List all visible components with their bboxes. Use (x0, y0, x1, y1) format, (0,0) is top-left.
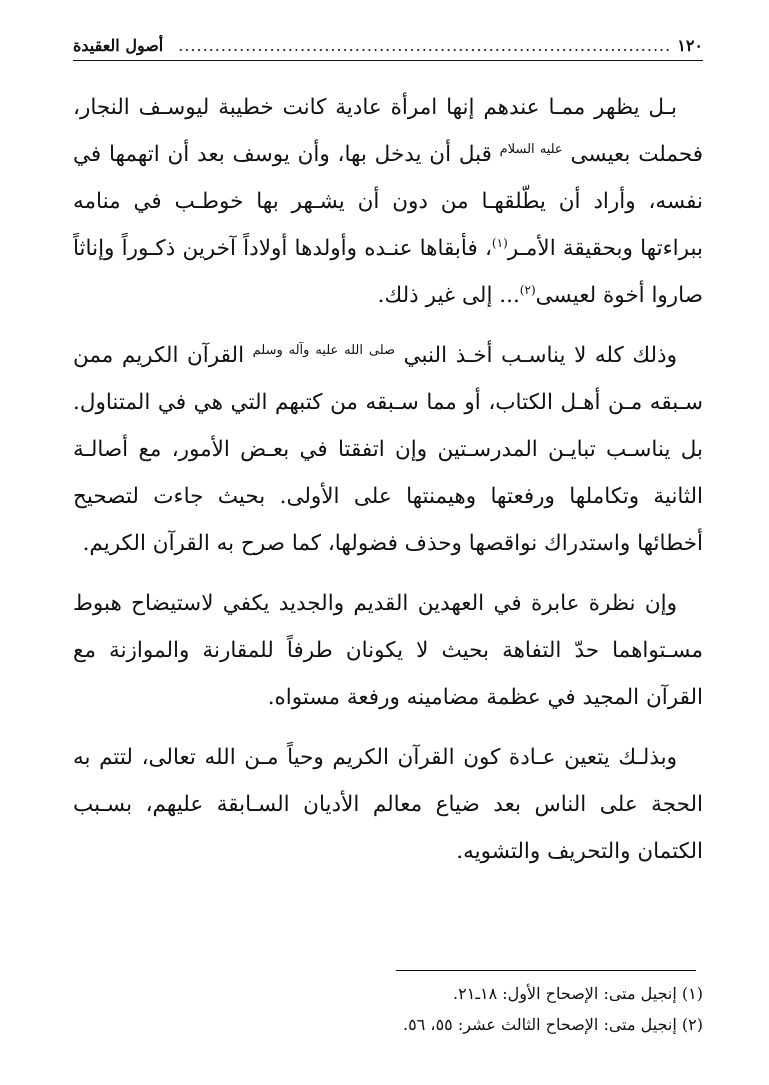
footnote-ref-1[interactable]: (١) (491, 235, 508, 250)
page-number: ١٢٠ (677, 35, 703, 55)
footnote-rule (396, 970, 696, 971)
paragraph-1-part-1: بـل يظهر ممـا عندهم إنها امرأة عادية كانت خطيبة ليوسـف النجار، فحملت بعيسى (73, 95, 704, 167)
header-leader-dots: ................................................................................. (178, 35, 672, 55)
footnote-ref-2[interactable]: (٢) (519, 282, 536, 297)
paragraph-2 (73, 332, 703, 567)
footnotes (73, 978, 703, 1040)
paragraph-2-part-2: القرآن الكريم ممن سـبقه مـن أهـل الكتاب، أو مما سـبقه من كتبهم التي هي في المتناول. بل يناسـب تبايـن المدرسـتين وإن اتفقتا في بعـض الأمور، مع أصالـة الثانية وتكاملها ورفعتها وهيمنتها على الأولى. بحيث جاءت لتصحيح أخطائها واستدراك نواقصها وحذف فضولها، كما صرح به القرآن الكريم. (73, 343, 703, 556)
running-header (73, 32, 703, 58)
honorific-salawat: صلى الله عليه وآله وسلم (252, 342, 396, 358)
paragraph-1 (73, 84, 703, 319)
body-text (73, 84, 703, 888)
footnote-1: (١) إنجيل متى: الإصحاح الأول: ١٨ـ٢١. (453, 984, 703, 1003)
paragraph-4: وبذلـك يتعين عـادة كون القرآن الكريم وحياً مـن الله تعالى، لتتم به الحجة على الناس بعد ضياع معالم الأديان السـابقة عليهم، بسـبب الكتمان والتحريف والتشويه. (73, 745, 703, 864)
book-title: أصول العقيدة (73, 35, 164, 55)
paragraph-1-part-4: ... إلى غير ذلك. (377, 283, 520, 308)
paragraph-2-part-1: وذلك كله لا يناسـب أخـذ النبي (403, 343, 677, 368)
paragraph-1-part-3: ، فأبقاها عنـده وأولدها أولاداً آخرين ذكـوراً وإناثاً صاروا أخوة لعيسى (73, 236, 703, 308)
header-rule (73, 60, 703, 61)
footnote-2: (٢) إنجيل متى: الإصحاح الثالث عشر: ٥٥، ٥٦. (403, 1015, 703, 1034)
honorific-alayhi-salam: عليه السلام (499, 141, 563, 157)
paragraph-1-part-2: قبل أن يدخل بها، وأن يوسف بعد أن اتهمها في نفسه، وأراد أن يطّلقهـا من دون أن يشـهر بها خوطـب في منامه ببراءتها وبحقيقة الأمـر (73, 142, 703, 261)
paragraph-3: وإن نظرة عابرة في العهدين القديم والجديد يكفي لاستيضاح هبوط مسـتواهما حدّ التفاهة بحيث لا يكونان طرفاً للمقارنة والموازنة مع القرآن المجيد في عظمة مضامينه ورفعة مستواه. (73, 591, 703, 710)
